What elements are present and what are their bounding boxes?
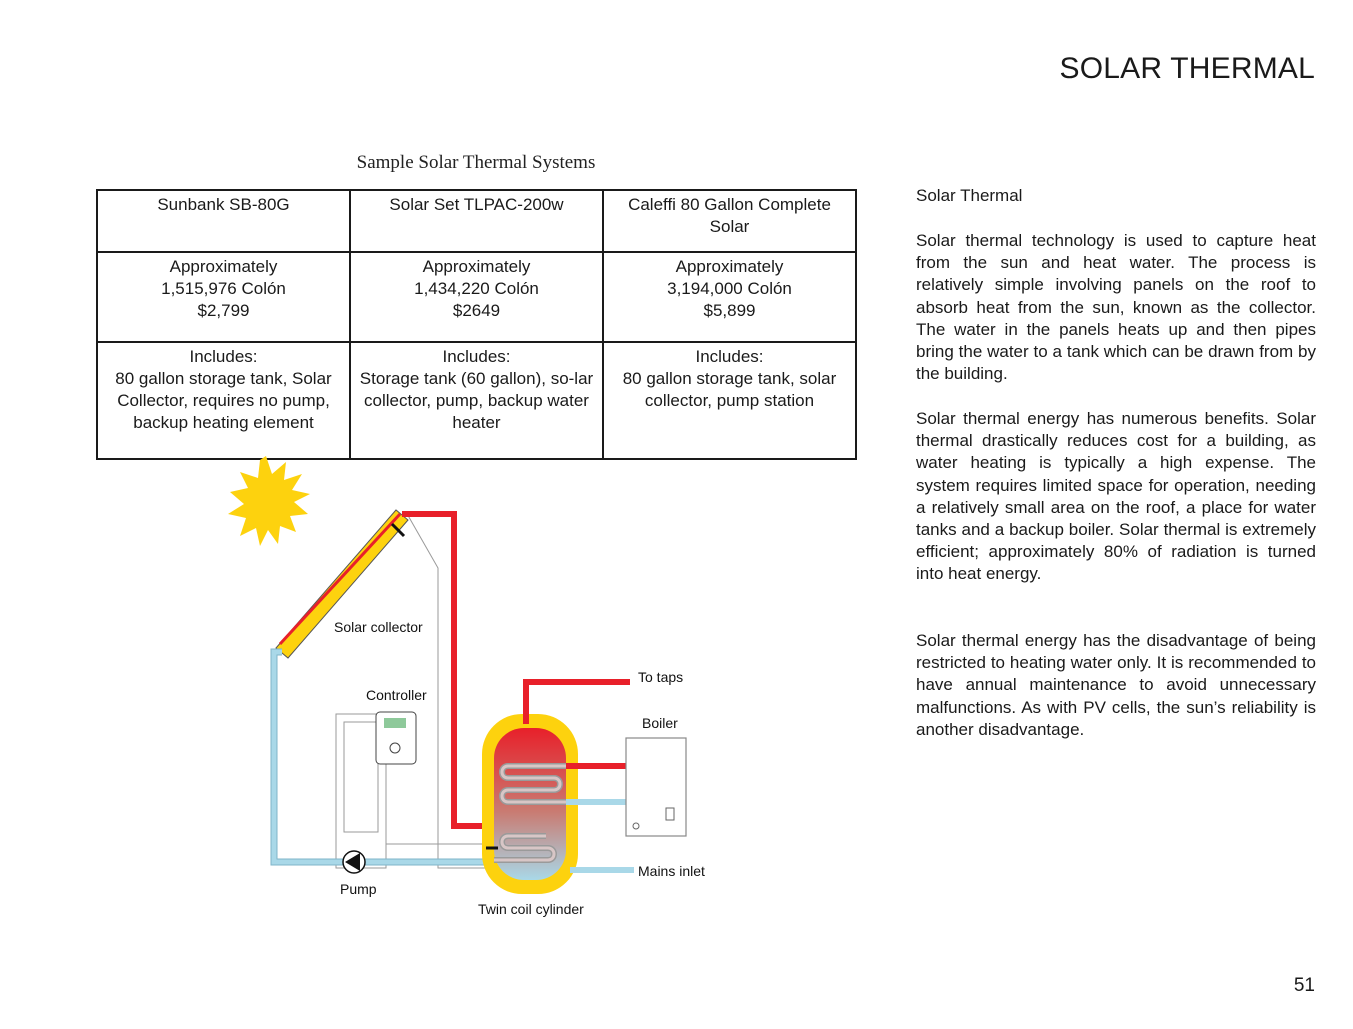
pump-icon [343,851,365,873]
table-row [97,252,856,342]
table-row [97,190,856,252]
price-prefix: Approximately [169,257,278,276]
mains-inlet-label: Mains inlet [638,863,705,879]
page-title: SOLAR THERMAL [1059,52,1315,85]
controller-label: Controller [366,687,427,703]
paragraph: Solar thermal technology is used to capture heat from the sun and heat water. The process is relatively simple involving panels on the roof to absorb heat from the sun, known as the collector. The water in the panels heats up and then pipes bring the water to a tank which can be drawn from by the building. [916,231,1316,384]
system-name-cell: Caleffi 80 Gallon Complete Solar [603,190,856,252]
paragraph: Solar thermal energy has the disadvantage of being restricted to heating water only. It is recommended to have annual maintenance to avoid unnecessary malfunctions. As with PV cells, the sun’s reliability is another disadvantage. [916,631,1316,739]
includes-text: 80 gallon storage tank, Solar Collector, requires no pump, backup heating element [115,369,332,432]
price-colon: 1,515,976 Colón [161,279,286,298]
systems-table [96,189,857,460]
paragraph: Solar thermal energy has numerous benefits. Solar thermal drastically reduces cost for a building, as water heating is typically a high expense. The system requires limited space for operation, needing a relatively small area on the roof, a place for water tanks and a backup boiler. Solar thermal is extremely efficient; approximately 80% of radiation is turned into heat energy. [916,409,1316,584]
controller-icon [376,712,416,764]
includes-label: Includes: [189,347,258,366]
price-usd: $2,799 [197,301,250,320]
includes-cell [603,342,856,459]
price-colon: 1,434,220 Colón [414,279,539,298]
price-prefix: Approximately [675,257,784,276]
price-prefix: Approximately [422,257,531,276]
price-cell [350,252,603,342]
pump-label: Pump [340,881,377,897]
section-heading: Solar Thermal [916,186,1023,205]
solar-collector-label: Solar collector [334,619,423,635]
boiler-label: Boiler [642,715,678,731]
price-cell [603,252,856,342]
page-number: 51 [1293,975,1315,996]
includes-cell [97,342,350,459]
includes-label: Includes: [442,347,511,366]
includes-text: 80 gallon storage tank, solar collector, pump station [622,369,837,410]
includes-cell [350,342,603,459]
price-colon: 3,194,000 Colón [667,279,792,298]
twin-coil-label: Twin coil cylinder [478,901,584,917]
price-usd: $2649 [452,301,501,320]
price-usd: $5,899 [703,301,756,320]
price-cell [97,252,350,342]
includes-text: Storage tank (60 gallon), so-lar collector, pump, backup water heater [359,369,594,432]
sun-icon [228,456,310,546]
table-row [97,342,856,459]
includes-label: Includes: [695,347,764,366]
solar-collector [276,510,408,658]
solar-thermal-diagram [224,456,724,926]
system-name-cell: Solar Set TLPAC-200w [350,190,603,252]
to-taps-label: To taps [638,669,684,685]
system-name-cell: Sunbank SB-80G [97,190,350,252]
boiler-icon [626,738,686,836]
table-caption: Sample Solar Thermal Systems [356,152,596,173]
